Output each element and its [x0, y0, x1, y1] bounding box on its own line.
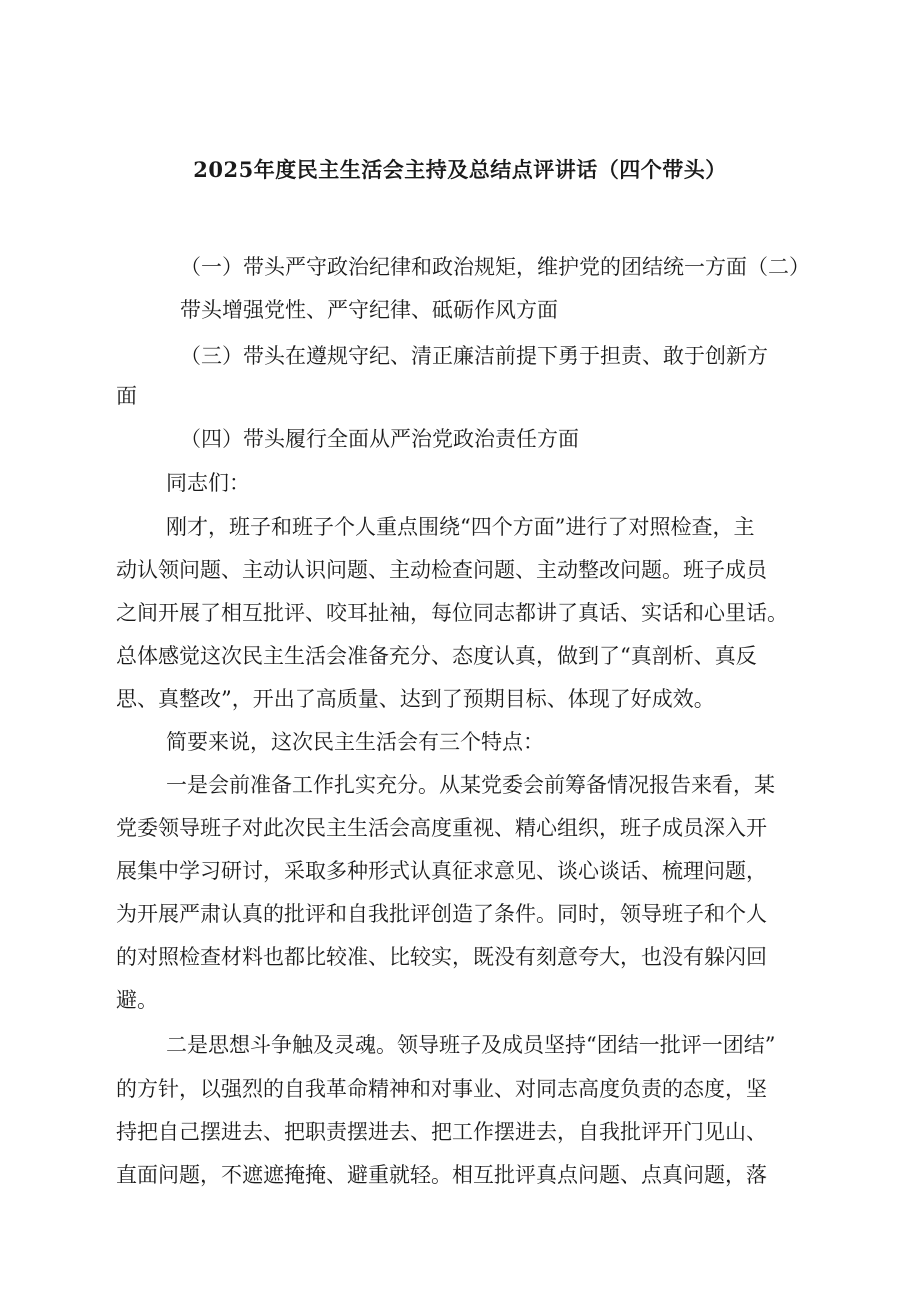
outline-item-3-cont: 面 — [116, 384, 137, 408]
paragraph-line: 的对照检查材料也都比较准、比较实，既没有刻意夸大，也没有躲闪回 — [116, 945, 767, 969]
paragraph-line: 为开展严肃认真的批评和自我批评创造了条件。同时，领导班子和个人 — [116, 902, 767, 926]
paragraph-line: 总体感觉这次民主生活会准备充分、态度认真，做到了“真剖析、真反 — [116, 644, 757, 668]
paragraph-line: 党委领导班子对此次民主生活会高度重视、精心组织，班子成员深入开 — [116, 816, 767, 840]
paragraph-line: 动认领问题、主动认识问题、主动检查问题、主动整改问题。班子成员 — [116, 558, 767, 582]
paragraph-line: 的方针，以强烈的自我革命精神和对事业、对同志高度负责的态度，坚 — [116, 1077, 767, 1101]
paragraph-line: 一是会前准备工作扎实充分。从某党委会前筹备情况报告来看，某 — [166, 773, 775, 797]
salutation: 同志们： — [166, 471, 250, 495]
paragraph-line: 持把自己摆进去、把职责摆进去、把工作摆进去，自我批评开门见山、 — [116, 1120, 767, 1144]
paragraph-line: 刚才，班子和班子个人重点围绕“四个方面”进行了对照检查，主 — [166, 515, 755, 539]
paragraph-line: 避。 — [116, 988, 158, 1012]
paragraph-line: 之间开展了相互批评、咬耳扯袖，每位同志都讲了真话、实话和心里话。 — [116, 601, 788, 625]
document-title: 2025年度民主生活会主持及总结点评讲话（四个带头） — [193, 157, 727, 182]
outline-item-2-cont: 带头增强党性、严守纪律、砥砺作风方面 — [180, 298, 558, 322]
outline-item-4: （四）带头履行全面从严治党政治责任方面 — [180, 427, 579, 451]
paragraph-line: 展集中学习研讨，采取多种形式认真征求意见、谈心谈话、梳理问题， — [116, 859, 767, 883]
outline-item-1-2: （一）带头严守政治纪律和政治规矩，维护党的团结统一方面（二） — [180, 255, 810, 279]
paragraph-line: 直面问题，不遮遮掩掩、避重就轻。相互批评真点问题、点真问题，落 — [116, 1163, 767, 1187]
outline-item-3: （三）带头在遵规守纪、清正廉洁前提下勇于担责、敢于创新方 — [180, 344, 768, 368]
paragraph-line: 思、真整改”，开出了高质量、达到了预期目标、体现了好成效。 — [116, 687, 715, 711]
paragraph-line: 二是思想斗争触及灵魂。领导班子及成员坚持“团结一批评一团结” — [166, 1033, 776, 1057]
paragraph-line: 简要来说，这次民主生活会有三个特点： — [166, 730, 544, 754]
